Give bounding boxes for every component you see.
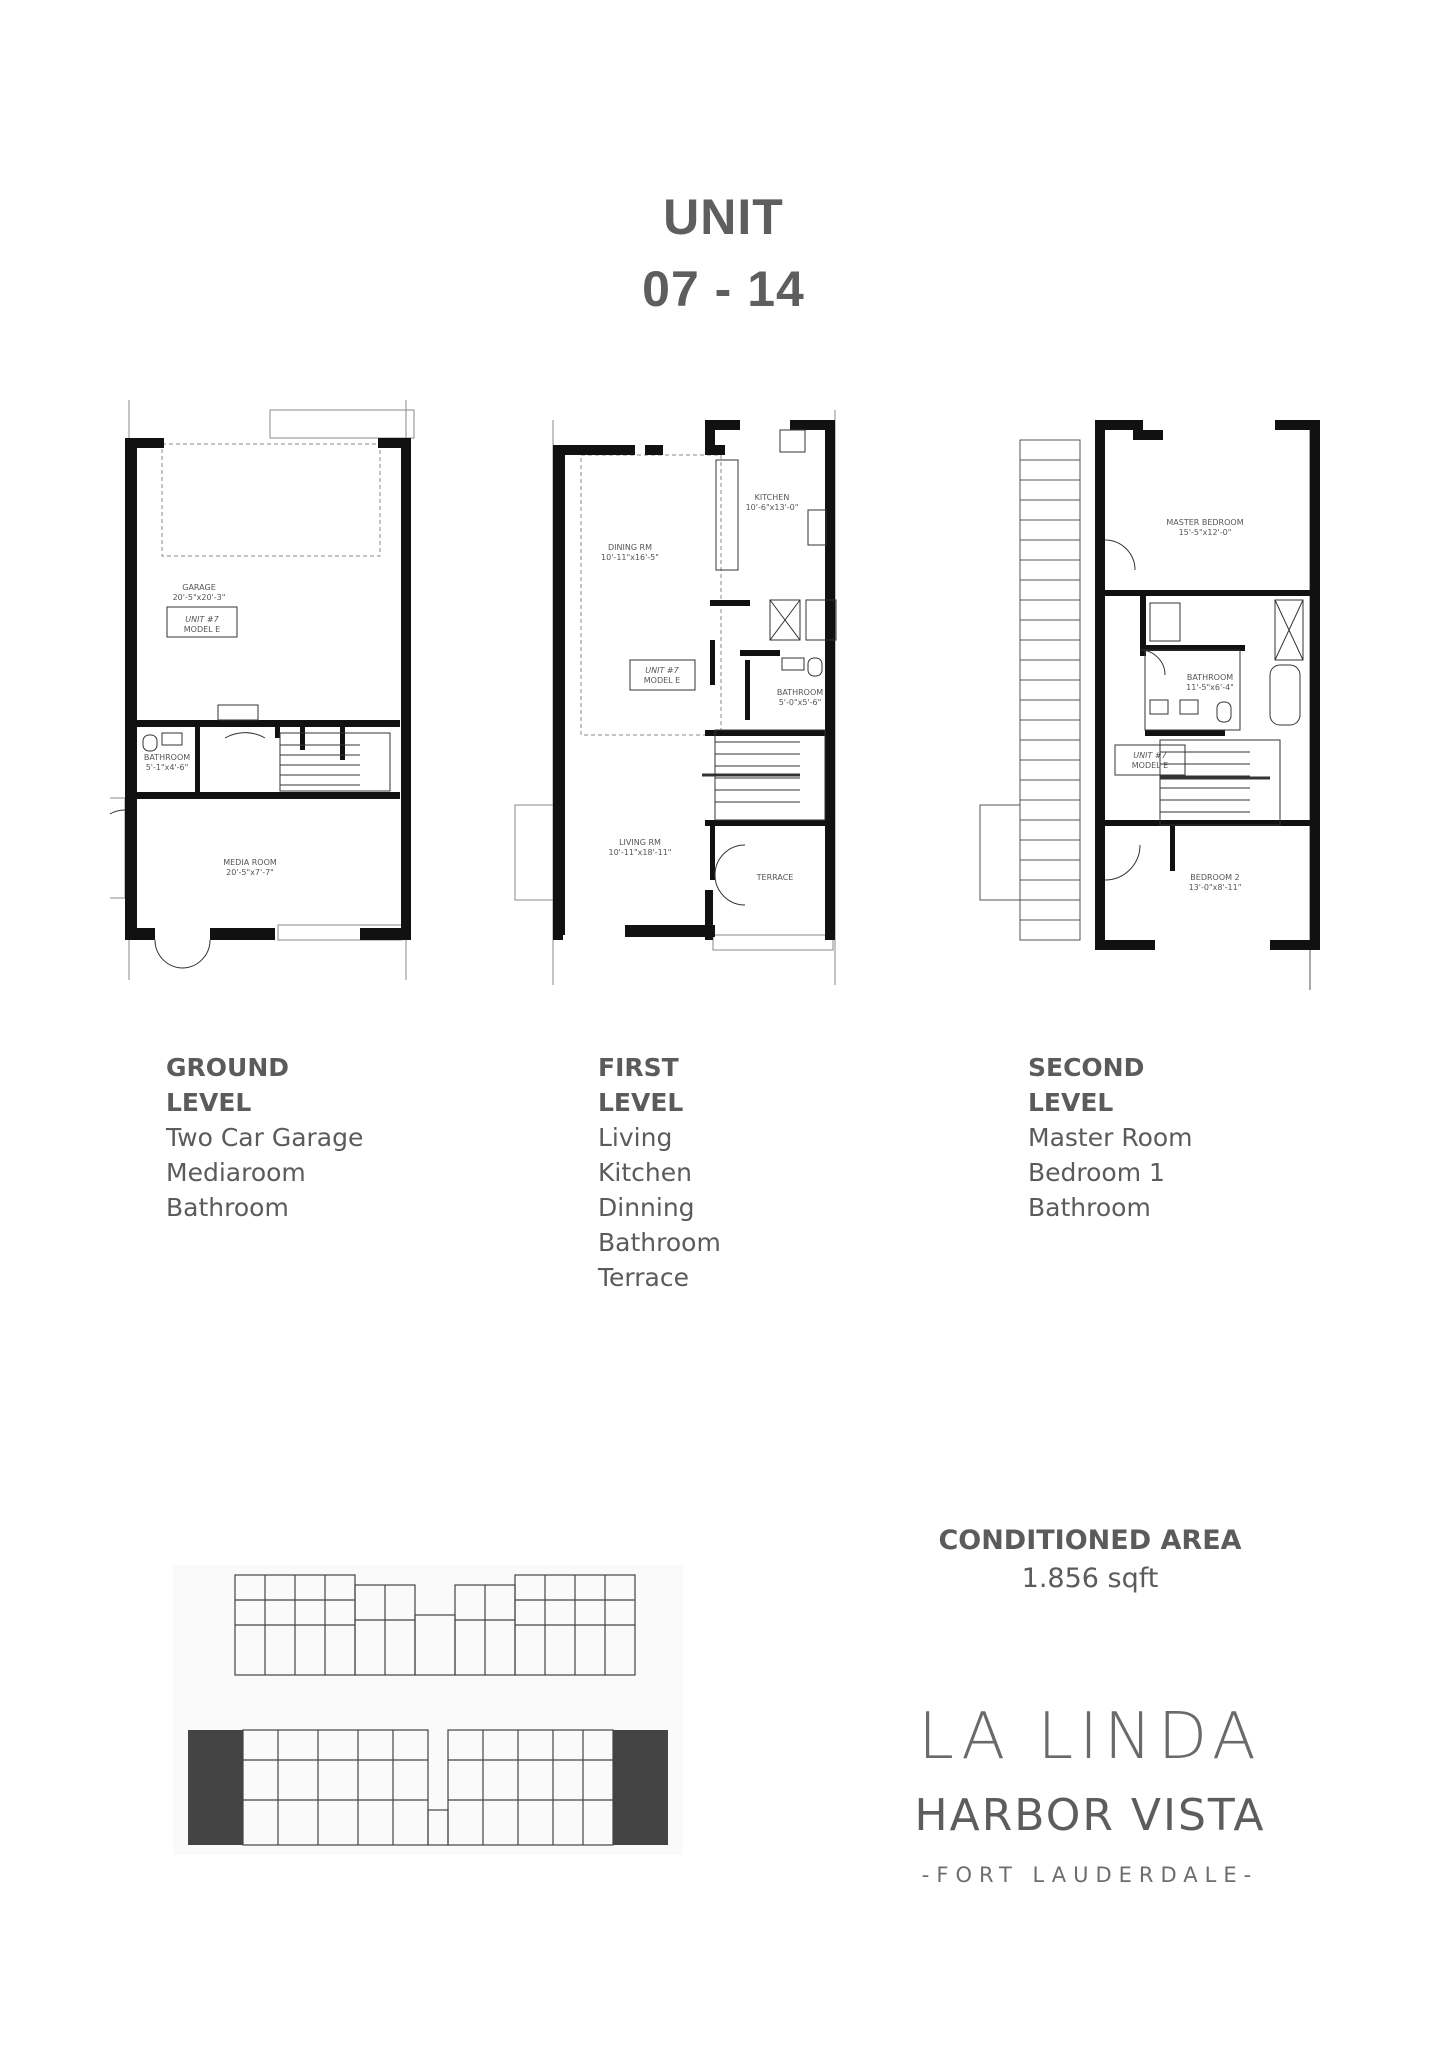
brand-line2: HARBOR VISTA (914, 1790, 1266, 1841)
ground-item: Bathroom (166, 1193, 289, 1222)
brand-line3: -FORT LAUDERDALE- (921, 1863, 1259, 1887)
first-item: Living (598, 1123, 673, 1152)
ground-unit-tag: UNIT #7 (185, 615, 219, 624)
second-bathroom-label: BATHROOM (1186, 673, 1234, 682)
bedroom2-dim: 13'-0"x8'-11" (1188, 883, 1242, 892)
kitchen-dim: 10'-6"x13'-0" (745, 503, 799, 512)
dining-dim: 10'-11"x16'-5" (601, 553, 659, 562)
second-item: Bedroom 1 (1028, 1158, 1165, 1187)
first-item: Bathroom (598, 1228, 721, 1257)
ground-bathroom-label: BATHROOM (143, 753, 191, 762)
unit-title-line2: 07 - 14 (642, 261, 805, 317)
ground-level-description (166, 1050, 363, 1225)
first-level-description (598, 1050, 721, 1295)
first-item: Kitchen (598, 1158, 692, 1187)
second-bathroom-dim: 11'-5"x6'-4" (1186, 683, 1234, 692)
media-room-label: MEDIA ROOM (223, 858, 277, 867)
living-label: LIVING RM (619, 838, 661, 847)
first-item: Dinning (598, 1193, 695, 1222)
kitchen-label: KITCHEN (754, 493, 790, 502)
second-level-plan (965, 410, 1325, 1000)
second-unit-tag: UNIT #7 (1133, 751, 1167, 760)
media-room-dim: 20'-5"x7'-7" (226, 868, 274, 877)
first-model-tag: MODEL E (643, 676, 681, 685)
dining-label: DINING RM (607, 543, 653, 552)
ground-level-plan (110, 400, 430, 980)
second-item: Master Room (1028, 1123, 1193, 1152)
unit-title-line1: UNIT (663, 189, 784, 245)
second-heading-2: LEVEL (1028, 1088, 1114, 1117)
master-dim: 15'-5"x12'-0" (1178, 528, 1232, 537)
first-heading-2: LEVEL (598, 1088, 684, 1117)
second-level-description (1028, 1050, 1193, 1225)
master-label: MASTER BEDROOM (1166, 518, 1244, 527)
second-model-tag: MODEL E (1131, 761, 1169, 770)
terrace-label: TERRACE (756, 873, 794, 882)
conditioned-area-value: 1.856 sqft (1021, 1563, 1159, 1594)
ground-model-tag: MODEL E (183, 625, 221, 634)
first-level-plan (510, 410, 850, 990)
bedroom2-label: BEDROOM 2 (1190, 873, 1240, 882)
site-plan-thumbnail (173, 1565, 683, 1855)
second-heading-1: SECOND (1028, 1053, 1145, 1082)
first-item: Terrace (598, 1263, 689, 1292)
first-heading-1: FIRST (598, 1053, 679, 1082)
first-unit-tag: UNIT #7 (645, 666, 679, 675)
second-item: Bathroom (1028, 1193, 1151, 1222)
ground-item: Mediaroom (166, 1158, 306, 1187)
brand-line1: LA LINDA (918, 1700, 1262, 1774)
garage-label: GARAGE (182, 583, 216, 592)
ground-item: Two Car Garage (166, 1123, 364, 1152)
first-bathroom-label: BATHROOM (776, 688, 824, 697)
garage-dim: 20'-5"x20'-3" (172, 593, 226, 602)
ground-heading-2: LEVEL (166, 1088, 252, 1117)
ground-heading-1: GROUND (166, 1053, 289, 1082)
conditioned-area-title: CONDITIONED AREA (938, 1525, 1242, 1556)
first-bathroom-dim: 5'-0"x5'-6" (778, 698, 822, 707)
living-dim: 10'-11"x18'-11" (608, 848, 672, 857)
ground-bathroom-dim: 5'-1"x4'-6" (145, 763, 189, 772)
